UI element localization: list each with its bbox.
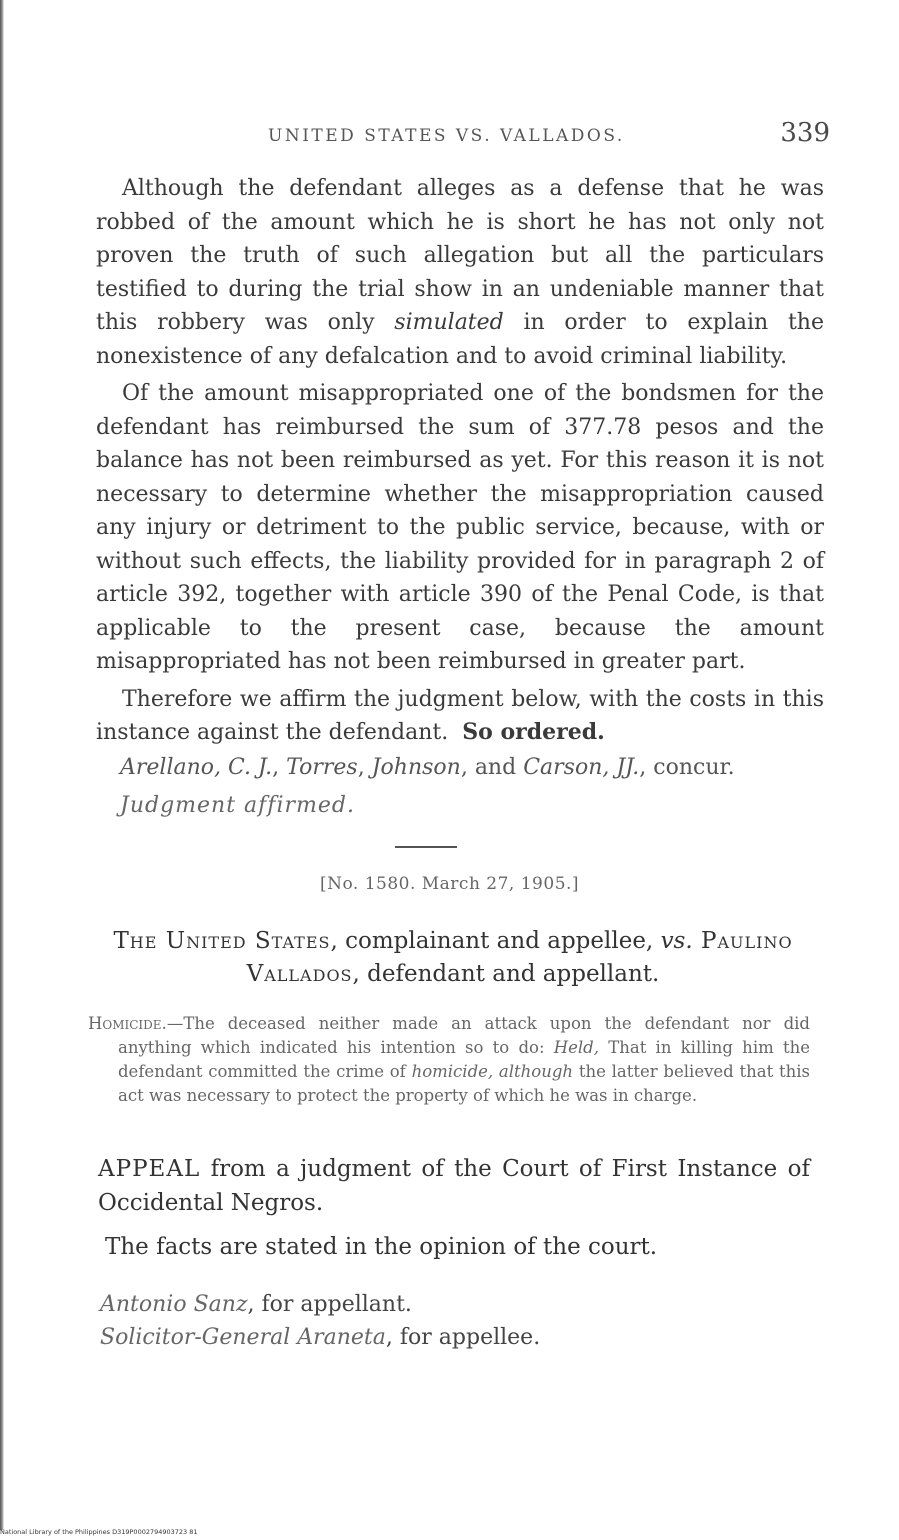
concurrence-tail: , concur. — [639, 755, 735, 780]
justice-johnson: Johnson — [371, 755, 461, 780]
paragraph-misappropriation — [96, 377, 824, 679]
syllabus-text-b: That in killing him the defendant committed the crime of — [118, 1038, 810, 1081]
case-title — [88, 925, 818, 991]
counsel-appellant-role: , for appellant. — [247, 1292, 412, 1317]
case-title-defendant-role: , defendant and appellant. — [352, 961, 660, 987]
case-title-plaintiff-role: , complainant and appellee, — [330, 928, 661, 954]
page-number: 339 — [780, 118, 830, 148]
appeal-statement — [98, 1152, 810, 1220]
case-number: [No. 1580. March 27, 1905.] — [319, 874, 580, 894]
counsel-appellant-name: Antonio Sanz — [100, 1292, 248, 1317]
opinion-body — [96, 172, 824, 750]
page-header — [100, 118, 830, 158]
appeal-lead: APPEAL — [98, 1156, 201, 1182]
counsel-appellee-role: , for appellee. — [385, 1325, 541, 1350]
section-divider — [395, 846, 457, 848]
counsel-appellant — [100, 1288, 800, 1321]
syllabus-text-a: —The deceased neither made an attack upon the defendant nor did anything which indicated his intention so to do: — [118, 1014, 810, 1057]
so-ordered: So ordered. — [462, 719, 605, 745]
appeal-text: from a judgment of the Court of First Instance of Occidental Negros. — [98, 1156, 810, 1216]
case-title-defendant: Paulino Vallados — [246, 928, 793, 987]
counsel-appellee — [100, 1321, 800, 1354]
concurrence-sep-1: , — [272, 755, 287, 780]
running-title: UNITED STATES VS. VALLADOS. — [268, 126, 625, 146]
paragraph-judgment — [96, 683, 824, 750]
case-title-plaintiff: The United States — [113, 928, 331, 954]
scan-footer: National Library of the Philippines D319P0002794903723 81 — [0, 1528, 198, 1536]
syllabus-text-c: the latter believed that this act was necessary to protect the property of which he was in charge. — [118, 1062, 811, 1105]
page-spine-edge — [0, 0, 4, 1530]
concurrence-sep-3: , and — [460, 755, 524, 780]
syllabus-held: Held, — [553, 1038, 599, 1057]
justice-arellano: Arellano, C. J. — [120, 755, 273, 780]
paragraph-robbery-text-a: Although the defendant alleges as a defense that he was robbed of the amount which he is short he has not only not proven the truth of such allegation but all the particulars testified to during the trial show in an undeniable manner that this robbery was only — [96, 176, 824, 335]
concurrence-line — [120, 755, 824, 780]
paragraph-robbery-text-b: in order to explain the nonexistence of any defalcation and to avoid criminal liability. — [96, 310, 824, 369]
counsel-appellee-name: Solicitor-General Araneta — [100, 1325, 386, 1350]
justice-carson: Carson, JJ. — [523, 755, 640, 780]
facts-statement: The facts are stated in the opinion of the court. — [105, 1234, 658, 1260]
syllabus-homicide — [88, 1012, 810, 1108]
syllabus-crime: homicide, although — [411, 1062, 574, 1081]
paragraph-robbery — [96, 172, 824, 373]
case-title-vs: vs. — [660, 928, 693, 954]
concurrence-sep-2: , — [357, 755, 372, 780]
paragraph-robbery-italic: simulated — [394, 310, 504, 335]
justice-torres: Torres — [286, 755, 358, 780]
syllabus-lead: Homicide. — [88, 1014, 167, 1033]
disposition: Judgment affirmed. — [120, 793, 355, 818]
syllabus — [88, 1012, 810, 1108]
counsel-list — [100, 1288, 800, 1354]
paragraph-judgment-text: Therefore we affirm the judgment below, with the costs in this instance against the defendant. — [96, 686, 824, 745]
paragraph-misappropriation-text: Of the amount misappropriated one of the bondsmen for the defendant has reimbursed the sum of 377.78 pesos and the balance has not been reimbursed as yet. For this reason it is not necessary to determine whether the misappropriation caused any injury or detriment to the public service, because, with or without such effects, the liability provided for in paragraph 2 of article 392, together with article 390 of the Penal Code, is that applicable to the present case, because the amount misappropriated has not been reimbursed in greater part. — [96, 381, 824, 674]
